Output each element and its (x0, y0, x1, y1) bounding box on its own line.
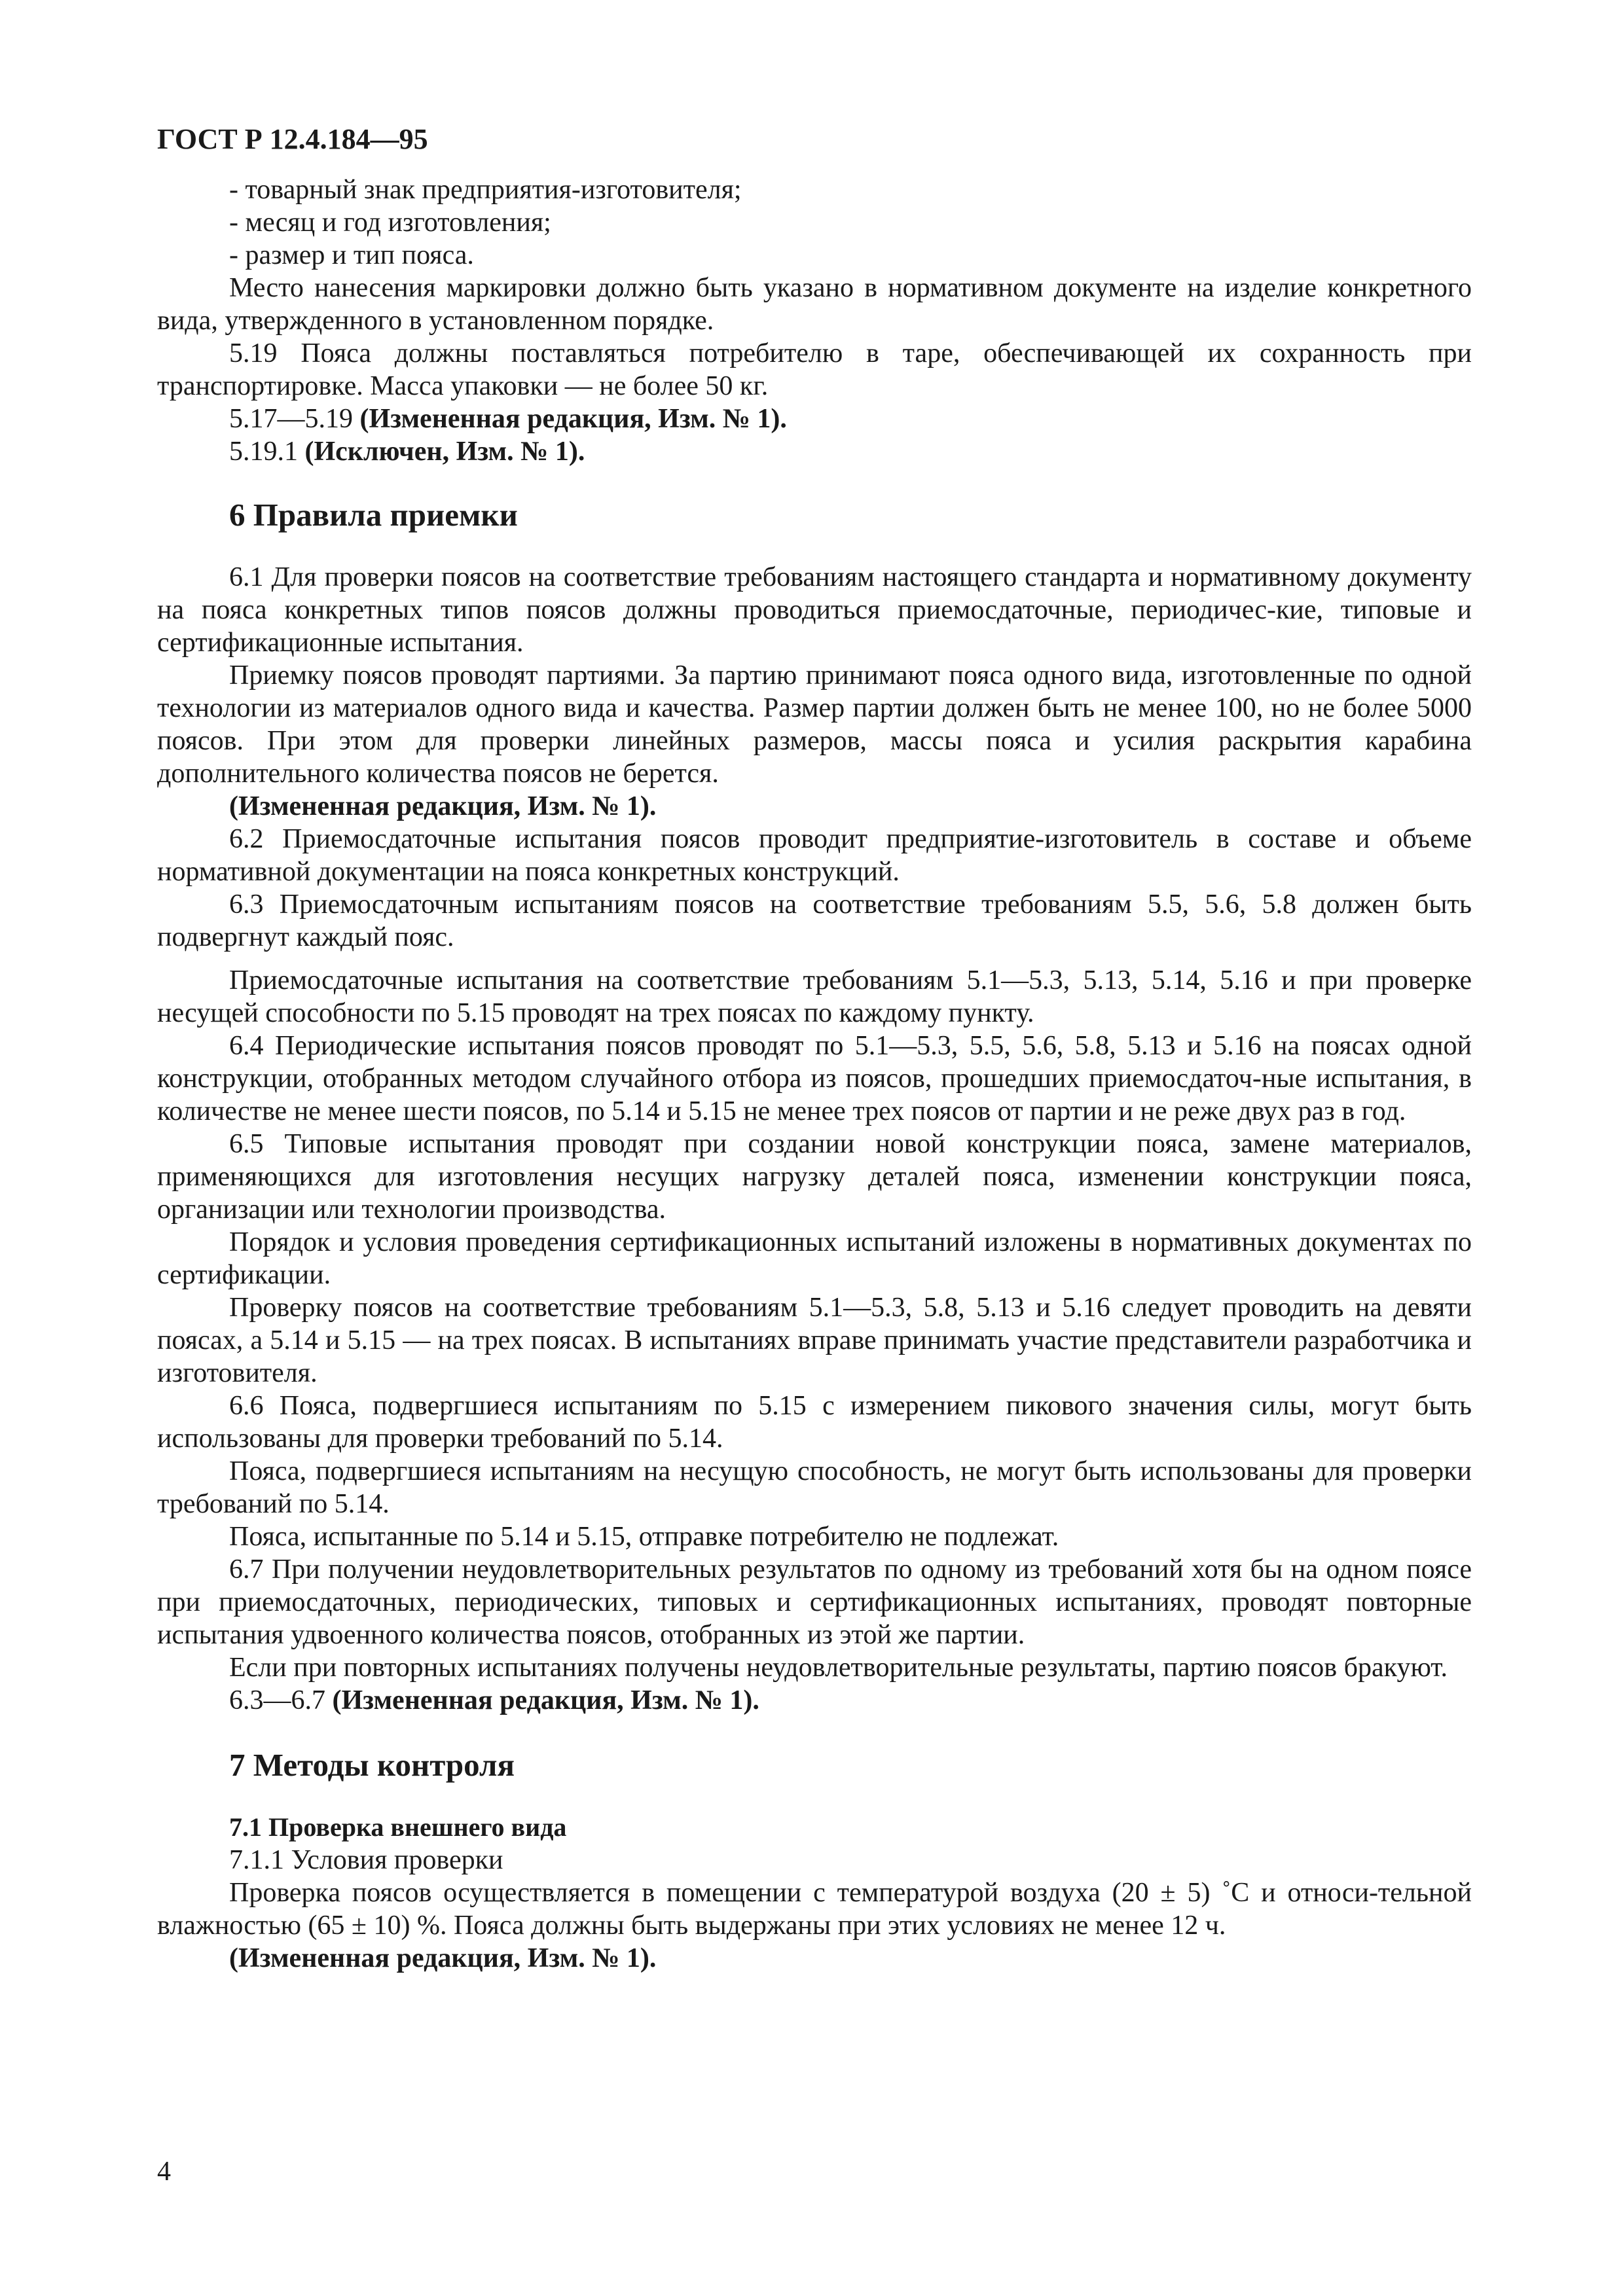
paragraph: 6.3 Приемосдаточным испытаниям поясов на соответствие требованиям 5.5, 5.6, 5.8 должен быть подвергнут каждый пояс. (157, 889, 1472, 952)
amendment-note: (Измененная редакция, Изм. № 1). (229, 791, 657, 821)
paragraph: Место нанесения маркировки должно быть указано в нормативном документе на изделие конкретного вида, утвержденного в установленном порядке. (157, 273, 1472, 336)
paragraph: 5.17—5.19 (Измененная редакция, Изм. № 1). (229, 404, 787, 434)
section-7-body (157, 1844, 1472, 1975)
paragraph: Приемосдаточные испытания на соответствие требованиям 5.1—5.3, 5.13, 5.14, 5.16 и при проверке несущей способности по 5.15 проводят на трех поясах по каждому пункту. (157, 965, 1472, 1028)
paragraph: - месяц и год изготовления; (229, 207, 551, 238)
paragraph: - товарный знак предприятия-изготовителя; (229, 175, 742, 205)
paragraph: 5.19 Пояса должны поставляться потребителю в таре, обеспечивающей их сохранность при транспортировке. Масса упаковки — не более 50 кг. (157, 338, 1472, 401)
paragraph: 5.19.1 (Исключен, Изм. № 1). (229, 437, 585, 467)
section-6-title: 6 Правила приемки (229, 497, 518, 533)
page-number: 4 (157, 2157, 171, 2187)
section-6-body (157, 561, 1472, 1717)
paragraph: 6.5 Типовые испытания проводят при создании новой конструкции пояса, замене материалов, применяющихся для изготовления несущих нагрузку деталей пояса, изменении конструкции пояса, организации или технологии производства. (157, 1129, 1472, 1225)
intro-block (157, 173, 1472, 468)
paragraph: 7.1.1 Условия проверки (229, 1845, 503, 1875)
paragraph: Пояса, подвергшиеся испытаниям на несущую способность, не могут быть использованы для проверки требований по 5.14. (157, 1456, 1472, 1519)
paragraph: Проверка поясов осуществляется в помещении с температурой воздуха (20 ± 5) ˚С и относи-тельной влажностью (65 ± 10) %. Пояса должны быть выдержаны при этих условиях не менее 12 ч. (157, 1878, 1472, 1941)
paragraph: Пояса, испытанные по 5.14 и 5.15, отправке потребителю не подлежат. (229, 1522, 1059, 1552)
paragraph: 6.6 Пояса, подвергшиеся испытаниям по 5.15 с измерением пикового значения силы, могут быть использованы для проверки требований по 5.14. (157, 1391, 1472, 1454)
paragraph: Если при повторных испытаниях получены неудовлетворительные результаты, партию поясов бракуют. (229, 1653, 1448, 1683)
paragraph: 6.2 Приемосдаточные испытания поясов проводит предприятие-изготовитель в составе и объеме нормативной документации на пояса конкретных конструкций. (157, 824, 1472, 887)
amendment-note: (Измененная редакция, Изм. № 1). (229, 1943, 657, 1973)
section-7-title: 7 Методы контроля (229, 1747, 515, 1783)
paragraph: 6.4 Периодические испытания поясов проводят по 5.1—5.3, 5.5, 5.6, 5.8, 5.13 и 5.16 на поясах одной конструкции, отобранных методом случайного отбора из поясов, прошедших приемосдаточ-ные испытания, в количестве не менее шести поясов, по 5.14 и 5.15 не менее трех поясов от партии и не реже двух раз в год. (157, 1031, 1472, 1126)
paragraph: Порядок и условия проведения сертификационных испытаний изложены в нормативных документах по сертификации. (157, 1227, 1472, 1290)
document-page (157, 121, 1472, 1975)
paragraph: Проверку поясов на соответствие требованиям 5.1—5.3, 5.8, 5.13 и 5.16 следует проводить на девяти поясах, а 5.14 и 5.15 — на трех поясах. В испытаниях вправе принимать участие представители разработчика и изготовителя. (157, 1293, 1472, 1388)
paragraph: 6.1 Для проверки поясов на соответствие требованиям настоящего стандарта и нормативному документу на пояса конкретных типов поясов должны проводиться приемосдаточные, периодичес-кие, типовые и сертификационные испытания. (157, 562, 1472, 658)
subsection-7-1-title: 7.1 Проверка внешнего вида (229, 1812, 567, 1842)
paragraph: - размер и тип пояса. (229, 240, 474, 270)
paragraph: 6.7 При получении неудовлетворительных результатов по одному из требований хотя бы на одном поясе при приемосдаточных, периодических, типовых и сертификационных испытаниях, проводят повторные испытания удвоенного количества поясов, отобранных из этой же партии. (157, 1554, 1472, 1650)
paragraph: 6.3—6.7 (Измененная редакция, Изм. № 1). (229, 1685, 759, 1715)
paragraph: Приемку поясов проводят партиями. За партию принимают пояса одного вида, изготовленные по одной технологии из материалов одного вида и качества. Размер партии должен быть не менее 100, но не более 5000 поясов. При этом для проверки линейных размеров, массы пояса и усилия раскрытия карабина дополнительного количества поясов не берется. (157, 660, 1472, 789)
document-id: ГОСТ Р 12.4.184—95 (157, 123, 428, 155)
